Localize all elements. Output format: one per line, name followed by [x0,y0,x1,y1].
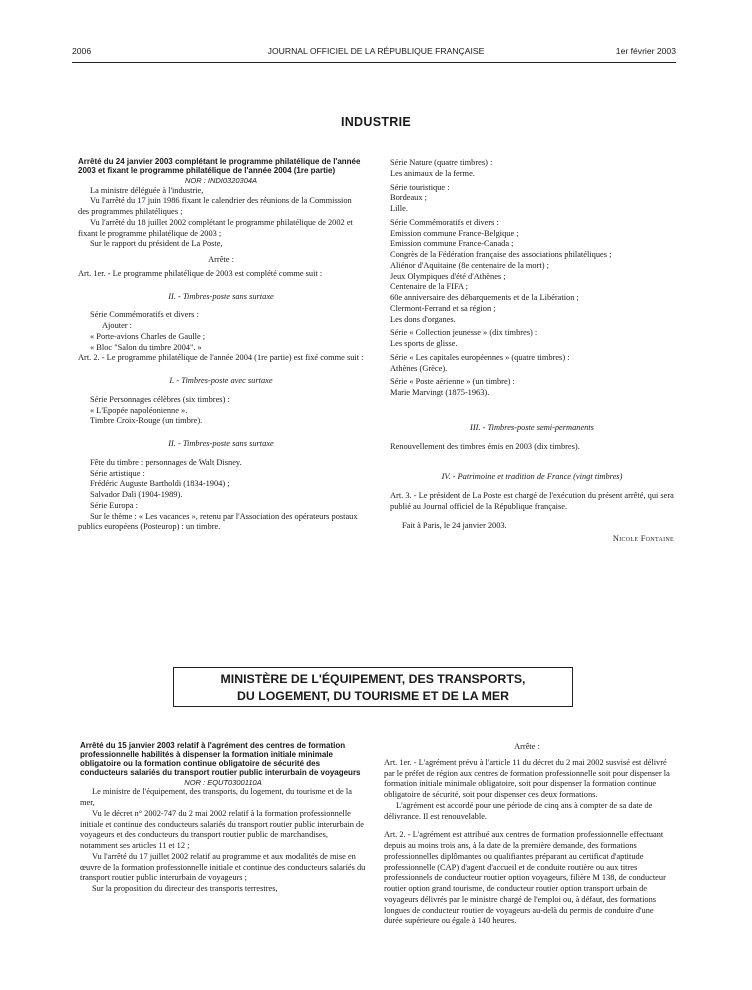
paragraph: Frédéric Auguste Bartholdi (1834-1904) ; [90,479,230,489]
paragraph: Série « Poste aérienne » (un timbre) : [390,377,515,387]
paragraph: Ajouter : [102,321,133,330]
arrete1-title: Arrêté du 24 janvier 2003 complétant le programme philatélique de l'année 2003 et fixant le programme philatélique de l'année 2004 (1re partie) [78,157,361,175]
section-title-industrie: INDUSTRIE [340,115,412,129]
paragraph: Sur la proposition du directeur des transports terrestres, [92,884,278,894]
paragraph: Centenaire de la FIFA ; [390,282,468,292]
paragraph: Clermont-Ferrand et sa région ; [390,303,496,313]
paragraph: Jeux Olympiques d'été d'Athènes ; [390,271,506,281]
article-3: Art. 3. - Le président de La Poste est chargé de l'exécution du présent arrêté, qui sera publié au Journal officiel de la République française. [390,491,674,511]
subheading: I. - Timbres-poste avec surtaxe [169,376,273,385]
paragraph: Les sports de glisse. [390,339,458,348]
article-1: Art. 1er. - L'agrément prévu à l'article 11 du décret du 2 mai 2002 susvisé est délivré par le préfet de région aux centres de formation professionnelle soit pour dispenser la formation initiale minimale obligatoire, soit pour dispenser la formation continue obligatoire de sécurité, soit pour dispenser ces deux formations. [384,757,670,799]
paragraph: Vu l'arrêté du 17 juin 1986 fixant le calendrier des réunions de la Commission des programmes philatéliques ; [78,196,352,216]
paragraph: Série « Collection jeunesse » (dix timbres) : [390,328,538,338]
arrete1-nor: NOR : INDI0320304A [184,175,258,185]
paragraph: Emission commune France-Canada ; [390,239,514,249]
paragraph: 60e anniversaire des débarquements et de la Libération ; [390,293,579,302]
paragraph: « Porte-avions Charles de Gaulle ; [90,331,206,341]
ministry-line-2: DU LOGEMENT, DU TOURISME ET DE LA MER [237,688,509,703]
paragraph: Vu l'arrêté du 17 juillet 2002 relatif au programme et aux modalités de mise en œuvre de la formation professionnelle initiale et continue des conducteurs salariés du transport routier public interurbain de voyageurs ; [80,851,366,883]
arrete-heading: Arrête : [208,255,234,264]
paragraph: Aliénor d'Aquitaine (8e centenaire de la mort) ; [390,260,549,270]
paragraph: Marie Marvingt (1875-1963). [390,388,490,397]
article-2: Art. 2. - Le programme philatélique de l'année 2004 (1re partie) est fixé comme suit : [78,353,364,363]
paragraph: Les dons d'organes. [390,314,456,324]
ministry-heading-box [173,667,573,707]
paragraph: Série artistique : [90,468,145,478]
arrete2-left-column [80,742,366,895]
paragraph: « L'Epopée napoléonienne ». [90,405,188,415]
subheading: III. - Timbres-poste semi-permanents [470,422,594,432]
paragraph: Série « Les capitales européennes » (quatre timbres) : [390,352,570,362]
paragraph: Fête du timbre : personnages de Walt Disney. [90,457,242,467]
paragraph: La ministre déléguée à l'industrie, [90,185,204,195]
paragraph: Lille. [390,204,408,213]
paragraph: Les animaux de la ferme. [390,168,475,178]
subheading: II. - Timbres-poste sans surtaxe [168,439,274,448]
arrete2-title: Arrêté du 15 janvier 2003 relatif à l'agrément des centres de formation professionnelle habilités à dispenser la formation initiale minimale obligatoire ou la formation continue obligatoire de sécurité des conducteurs salariés du transport routier public interurbain de voyageurs [80,741,361,777]
arrete-heading: Arrête : [514,742,540,751]
paragraph: Série touristique : [390,182,450,192]
paragraph: Sur le thème : « Les vacances », retenu par l'Association des opérateurs postaux publics européens (Posteurop) : un timbre. [78,511,358,532]
paragraph: Série Commémoratifs et divers : [390,217,499,227]
arrete2-right-column [384,742,670,927]
article-2: Art. 2. - L'agrément est attribué aux centres de formation professionnelle effectuant depuis au moins trois ans, à la date de la première demande, des formations professionnelles diplômantes ou qualifiantes préparant au certificat d'aptitude professionnelle (CAP) d'agent d'accueil et de conduite routière ou aux titres professionnels de conducteur routier option voyageurs, filière M 138, de conducteur routier option grand tourisme, de conducteur routier option transport urbain de voyageurs délivrés par le ministre chargé de l'emploi ou, à défaut, des formations longues de conducteur routier de voyageurs au-delà du permis de conduire d'une durée supérieure ou égale à 140 heures. [384,830,666,926]
issue-date: 1er février 2003 [615,46,676,56]
paragraph: L'agrément est accordé pour une période de cinq ans à compter de sa date de délivrance. Il est renouvelable. [384,800,653,821]
arrete2-nor: NOR : EQUT0300110A [184,777,262,787]
header-rule [72,62,676,63]
journal-title: JOURNAL OFFICIEL DE LA RÉPUBLIQUE FRANÇAISE [267,46,485,56]
paragraph: Série Commémoratifs et divers : [90,310,199,320]
paragraph: « Bloc "Salon du timbre 2004". » [90,342,202,352]
subheading: IV. - Patrimoine et tradition de France (vingt timbres) [441,472,623,482]
paragraph: Bordeaux ; [390,193,427,203]
arrete1-left-column [78,158,364,533]
paragraph: Série Nature (quatre timbres) : [390,158,493,167]
signature: Nicole Fontaine [612,534,674,544]
paragraph: Vu le décret n° 2002-747 du 2 mai 2002 relatif à la formation professionnelle initiale et continue des conducteurs salariés du transport routier public interurbain de voyageurs et des conducteurs du transport routier public de marchandises, notamment ses articles 11 et 12 ; [80,808,364,851]
paragraph: Vu l'arrêté du 18 juillet 2002 complétant le programme philatélique de 2002 et fixant le programme philatélique de 2003 ; [78,217,353,238]
arrete1-right-column [390,158,674,545]
paragraph: Série Personnages célèbres (six timbres) : [90,394,230,404]
paragraph: Renouvellement des timbres émis en 2003 (dix timbres). [390,441,580,451]
subheading: II. - Timbres-poste sans surtaxe [168,291,274,301]
article-1: Art. 1er. - Le programme philatélique de 2003 est complété comme suit : [78,268,323,278]
paragraph: Congrès de la Fédération française des associations philatéliques ; [390,250,612,259]
paragraph: Athènes (Grèce). [390,363,448,373]
ministry-line-1: MINISTÈRE DE L'ÉQUIPEMENT, DES TRANSPORTS, [220,672,526,686]
paragraph: Sur le rapport du président de La Poste, [90,239,223,249]
paragraph: Le ministre de l'équipement, des transports, du logement, du tourisme et de la mer, [80,787,352,808]
paragraph: Timbre Croix-Rouge (un timbre). [90,416,203,426]
paragraph: Emission commune France-Belgique ; [390,228,519,238]
paragraph: Série Europa : [90,500,138,510]
done-at: Fait à Paris, le 24 janvier 2003. [402,520,507,530]
page-number: 2006 [72,46,92,56]
paragraph: Salvador Dali (1904-1989). [90,490,183,499]
